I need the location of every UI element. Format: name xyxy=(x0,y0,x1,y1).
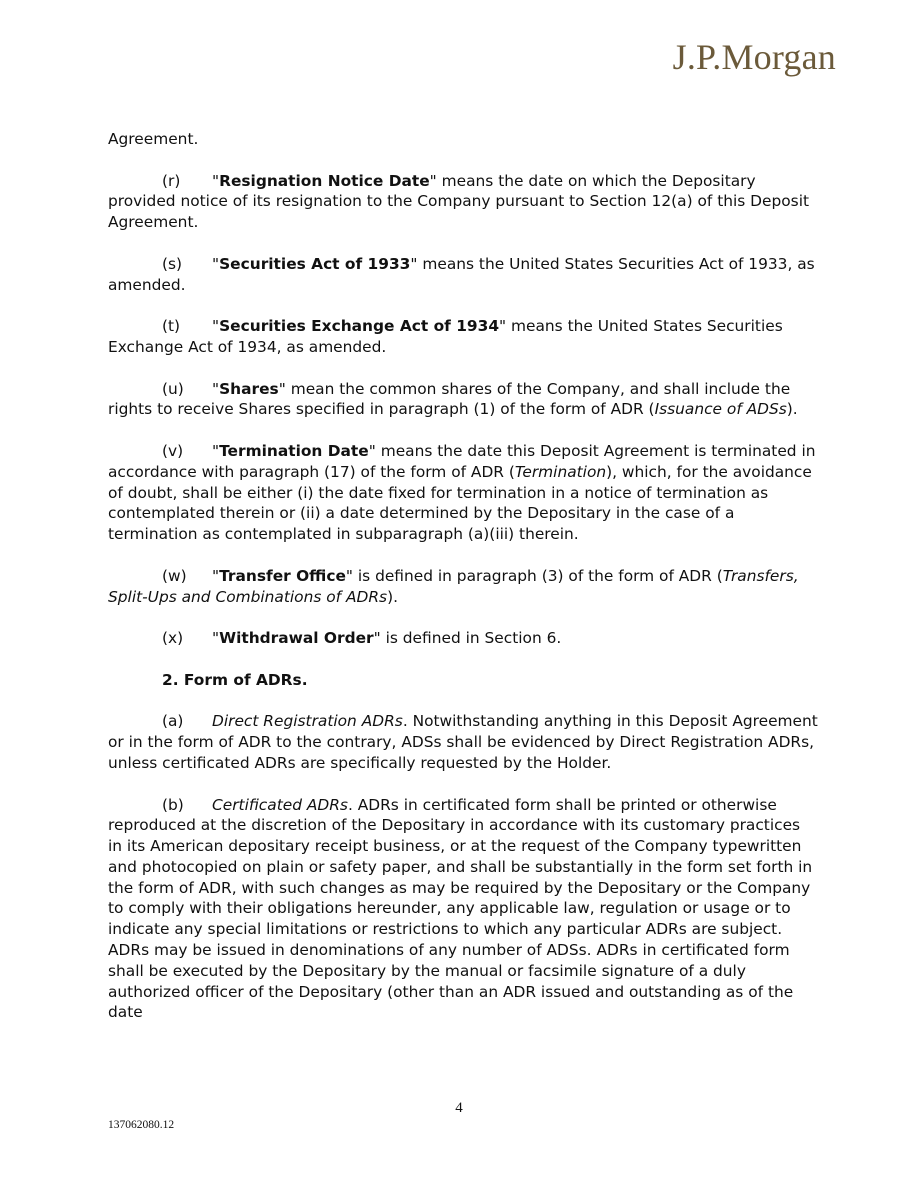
definition-text: means the United States Securities Exchange Act of 1934, as amended. xyxy=(108,317,783,356)
definition-u: (u) "Shares" mean the common shares of the Company, and shall include the rights to receive Shares specified in paragraph (1) of the form of ADR (Issuance of ADSs). xyxy=(108,379,798,419)
subsection-a xyxy=(108,711,818,773)
definition-text-after: ). xyxy=(387,587,398,606)
subsection-title: Direct Registration ADRs xyxy=(212,712,403,731)
definition-v: (v) "Termination Date" means the date this Deposit Agreement is terminated in accordance with paragraph (17) of the form of ADR (Termination), which, for the avoidance of doubt, shall be either (i) the date fixed for termination in a notice of termination as contemplated therein or (ii) a date determined by the Depositary in the case of a termination as contemplated in subparagraph (a)(iii) therein. xyxy=(108,441,816,544)
defined-term: Transfer Office xyxy=(219,566,346,585)
definition-italic-ref: Transfers, Split-Ups and Combinations of ADRs xyxy=(108,566,799,606)
subsection-text: . ADRs in certificated form shall be printed or otherwise reproduced at the discretion of the Depositary in accordance with its customary practices in its American depositary receipt business, or at the request of the Company typewritten and photocopied on plain or safety paper, and shall be substantially in the form set forth in the form of ADR, with such changes as may be required by the Depositary or the Company to comply with their obligations hereunder, any applicable law, regulation or usage or to indicate any special limitations or restrictions to which any particular ADRs are subject. ADRs may be issued in denominations of any number of ADSs. ADRs in certificated form shall be executed by the Depositary by the manual or facsimile signature of a duly authorized officer of the Depositary (other than an ADR issued and outstanding as of the date xyxy=(108,795,813,1022)
section-heading xyxy=(108,670,818,691)
document-id: 137062080.12 xyxy=(108,1119,175,1131)
defined-term: Securities Exchange Act of 1934 xyxy=(219,317,500,336)
defined-term: Termination Date xyxy=(219,441,369,460)
definition-text: means the United States Securities Act of 1933, as amended. xyxy=(108,254,815,294)
definition-text: means the date on which the Depositary provided notice of its resignation to the Company pursuant to Section 12(a) of this Deposit Agreement. xyxy=(108,171,810,232)
definition-text: mean the common shares of the Company, and shall include the rights to receive Shares specified in paragraph (1) of the form of ADR ( xyxy=(108,379,791,419)
definition-italic-ref: Termination xyxy=(514,462,607,481)
subsection-label: (a) xyxy=(162,712,184,731)
defined-term: Withdrawal Order xyxy=(219,629,374,648)
definition-x: (x) "Withdrawal Order" is defined in Section 6. xyxy=(108,628,818,649)
definition-text: means the date this Deposit Agreement is terminated in accordance with paragraph (17) of the form of ADR ( xyxy=(108,441,816,481)
subsection-title: Certificated ADRs xyxy=(212,795,348,814)
definition-label: (w) xyxy=(162,566,187,585)
continuation-text: Agreement. xyxy=(108,130,199,148)
defined-term: Securities Act of 1933 xyxy=(219,254,411,273)
definition-t: (t) "Securities Exchange Act of 1934" means the United States Securities Exchange Act of 1934, as amended. xyxy=(108,317,783,356)
definition-text: is defined in paragraph (3) of the form of ADR ( xyxy=(352,566,723,585)
definition-label: (x) xyxy=(162,629,184,648)
definition-w: (w) "Transfer Office" is defined in paragraph (3) of the form of ADR (Transfers, Split-Ups and Combinations of ADRs). xyxy=(108,566,799,606)
definition-italic-ref: Issuance of ADSs xyxy=(654,400,787,419)
defined-term: Shares xyxy=(219,379,279,398)
page-number: 4 xyxy=(455,1100,463,1116)
definition-label: (r) xyxy=(162,171,181,190)
subsection-text: . Notwithstanding anything in this Deposit Agreement or in the form of ADR to the contrary, ADSs shall be evidenced by Direct Registration ADRs, unless certificated ADRs are specifically requested by the Holder. xyxy=(108,712,818,772)
section-title: Form of ADRs. xyxy=(183,670,308,689)
definition-label: (s) xyxy=(162,254,183,273)
jpmorgan-logo: J.P.Morgan xyxy=(672,37,836,77)
subsection-b xyxy=(108,795,818,1024)
definition-text: is defined in Section 6. xyxy=(380,629,562,648)
definition-label: (v) xyxy=(162,441,184,460)
definition-r: (r) "Resignation Notice Date" means the date on which the Depositary provided notice of its resignation to the Company pursuant to Section 12(a) of this Deposit Agreement. xyxy=(108,171,810,232)
section-number: 2. xyxy=(162,670,179,689)
definition-text-after: ), which, for the avoidance of doubt, shall be either (i) the date fixed for termination in a notice of termination as contemplated therein or (ii) a date determined by the Depositary in the case of a termination as contemplated in subparagraph (a)(iii) therein. xyxy=(108,462,812,544)
definition-label: (u) xyxy=(162,379,184,398)
definition-label: (t) xyxy=(162,317,181,336)
definition-s: (s) "Securities Act of 1933" means the United States Securities Act of 1933, as amended. xyxy=(108,254,815,294)
defined-term: Resignation Notice Date xyxy=(219,171,430,190)
body-text xyxy=(108,129,818,1044)
definition-text-after: ). xyxy=(786,400,798,419)
subsection-label: (b) xyxy=(162,795,184,814)
